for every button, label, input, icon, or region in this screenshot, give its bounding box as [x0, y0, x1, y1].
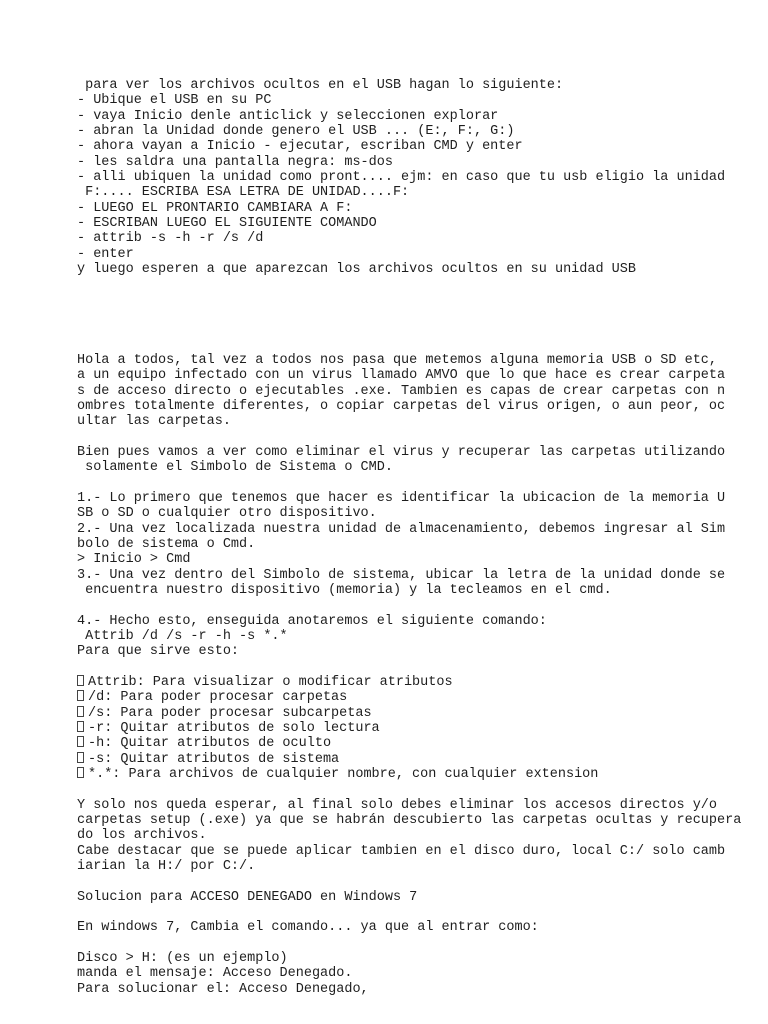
bullet-item	[77, 721, 380, 736]
bullet-box-icon	[77, 736, 84, 747]
text-line: para ver los archivos ocultos en el USB hagan lo siguiente:	[77, 78, 564, 93]
bullet-text: Attrib: Para visualizar o modificar atributos	[88, 675, 453, 690]
text-line: - ESCRIBAN LUEGO EL SIGUIENTE COMANDO	[77, 216, 377, 231]
text-line: > Inicio > Cmd	[77, 552, 191, 567]
text-line: iarian la H:/ por C:/.	[77, 859, 256, 874]
bullet-text: /d: Para poder procesar carpetas	[88, 690, 348, 705]
bullet-text: /s: Para poder procesar subcarpetas	[88, 706, 372, 721]
text-line: - attrib -s -h -r /s /d	[77, 231, 264, 246]
text-line: carpetas setup (.exe) ya que se habrán descubierto las carpetas ocultas y recupera	[77, 813, 742, 828]
text-line: SB o SD o cualquier otro dispositivo.	[77, 506, 377, 521]
text-line: - enter	[77, 247, 134, 262]
text-line: Disco > H: (es un ejemplo)	[77, 951, 288, 966]
bullet-text: -s: Quitar atributos de sistema	[88, 752, 340, 767]
bullet-item	[77, 736, 331, 751]
bullet-item	[77, 690, 347, 705]
text-line: - alli ubiquen la unidad como pront.... ejm: en caso que tu usb eligio la unidad	[77, 170, 726, 185]
text-line: Hola a todos, tal vez a todos nos pasa que metemos alguna memoria USB o SD etc,	[77, 353, 718, 368]
text-line: - les saldra una pantalla negra: ms-dos	[77, 155, 393, 170]
text-line: Solucion para ACCESO DENEGADO en Windows 7	[77, 890, 418, 905]
bullet-item	[77, 767, 598, 782]
text-line: 4.- Hecho esto, enseguida anotaremos el siguiente comando:	[77, 614, 547, 629]
text-line: Bien pues vamos a ver como eliminar el virus y recuperar las carpetas utilizando	[77, 445, 726, 460]
bullet-box-icon	[77, 706, 84, 717]
text-line: Y solo nos queda esperar, al final solo debes eliminar los accesos directos y/o	[77, 798, 718, 813]
bullet-box-icon	[77, 690, 84, 701]
text-line: Para solucionar el: Acceso Denegado,	[77, 982, 369, 997]
bullet-text: -h: Quitar atributos de oculto	[88, 736, 332, 751]
bullet-text: -r: Quitar atributos de solo lectura	[88, 721, 380, 736]
bullet-box-icon	[77, 675, 84, 686]
text-line: solamente el Simbolo de Sistema o CMD.	[77, 460, 393, 475]
text-line: - abran la Unidad donde genero el USB ... (E:, F:, G:)	[77, 124, 515, 139]
bullet-box-icon	[77, 752, 84, 763]
text-line: - Ubique el USB en su PC	[77, 93, 272, 108]
text-line: 3.- Una vez dentro del Simbolo de sistema, ubicar la letra de la unidad donde se	[77, 568, 726, 583]
text-line: s de acceso directo o ejecutables .exe. Tambien es capas de crear carpetas con n	[77, 384, 726, 399]
text-line: Para que sirve esto:	[77, 644, 240, 659]
bullet-item	[77, 706, 372, 721]
text-line: do los archivos.	[77, 828, 207, 843]
text-line: ombres totalmente diferentes, o copiar carpetas del virus origen, o aun peor, oc	[77, 399, 726, 414]
text-line: manda el mensaje: Acceso Denegado.	[77, 966, 353, 981]
text-line: bolo de sistema o Cmd.	[77, 537, 256, 552]
text-line: encuentra nuestro dispositivo (memoria) y la tecleamos en el cmd.	[77, 583, 612, 598]
text-line: Cabe destacar que se puede aplicar tambien en el disco duro, local C:/ solo camb	[77, 844, 726, 859]
text-line: - ahora vayan a Inicio - ejecutar, escriban CMD y enter	[77, 139, 523, 154]
text-line: 2.- Una vez localizada nuestra unidad de almacenamiento, debemos ingresar al Sim	[77, 522, 726, 537]
text-line: ultar las carpetas.	[77, 414, 231, 429]
text-line: y luego esperen a que aparezcan los archivos ocultos en su unidad USB	[77, 262, 636, 277]
text-line: En windows 7, Cambia el comando... ya que al entrar como:	[77, 920, 539, 935]
bullet-box-icon	[77, 767, 84, 778]
bullet-item	[77, 752, 339, 767]
text-line: Attrib /d /s -r -h -s *.*	[77, 629, 288, 644]
bullet-text: *.*: Para archivos de cualquier nombre, con cualquier extension	[88, 767, 599, 782]
text-line: - LUEGO EL PRONTARIO CAMBIARA A F:	[77, 201, 353, 216]
text-line: a un equipo infectado con un virus llamado AMVO que lo que hace es crear carpeta	[77, 368, 726, 383]
text-line: - vaya Inicio denle anticlick y seleccionen explorar	[77, 109, 499, 124]
text-line: 1.- Lo primero que tenemos que hacer es identificar la ubicacion de la memoria U	[77, 491, 726, 506]
bullet-item	[77, 675, 453, 690]
text-line: F:.... ESCRIBA ESA LETRA DE UNIDAD....F:	[77, 185, 410, 200]
bullet-box-icon	[77, 721, 84, 732]
